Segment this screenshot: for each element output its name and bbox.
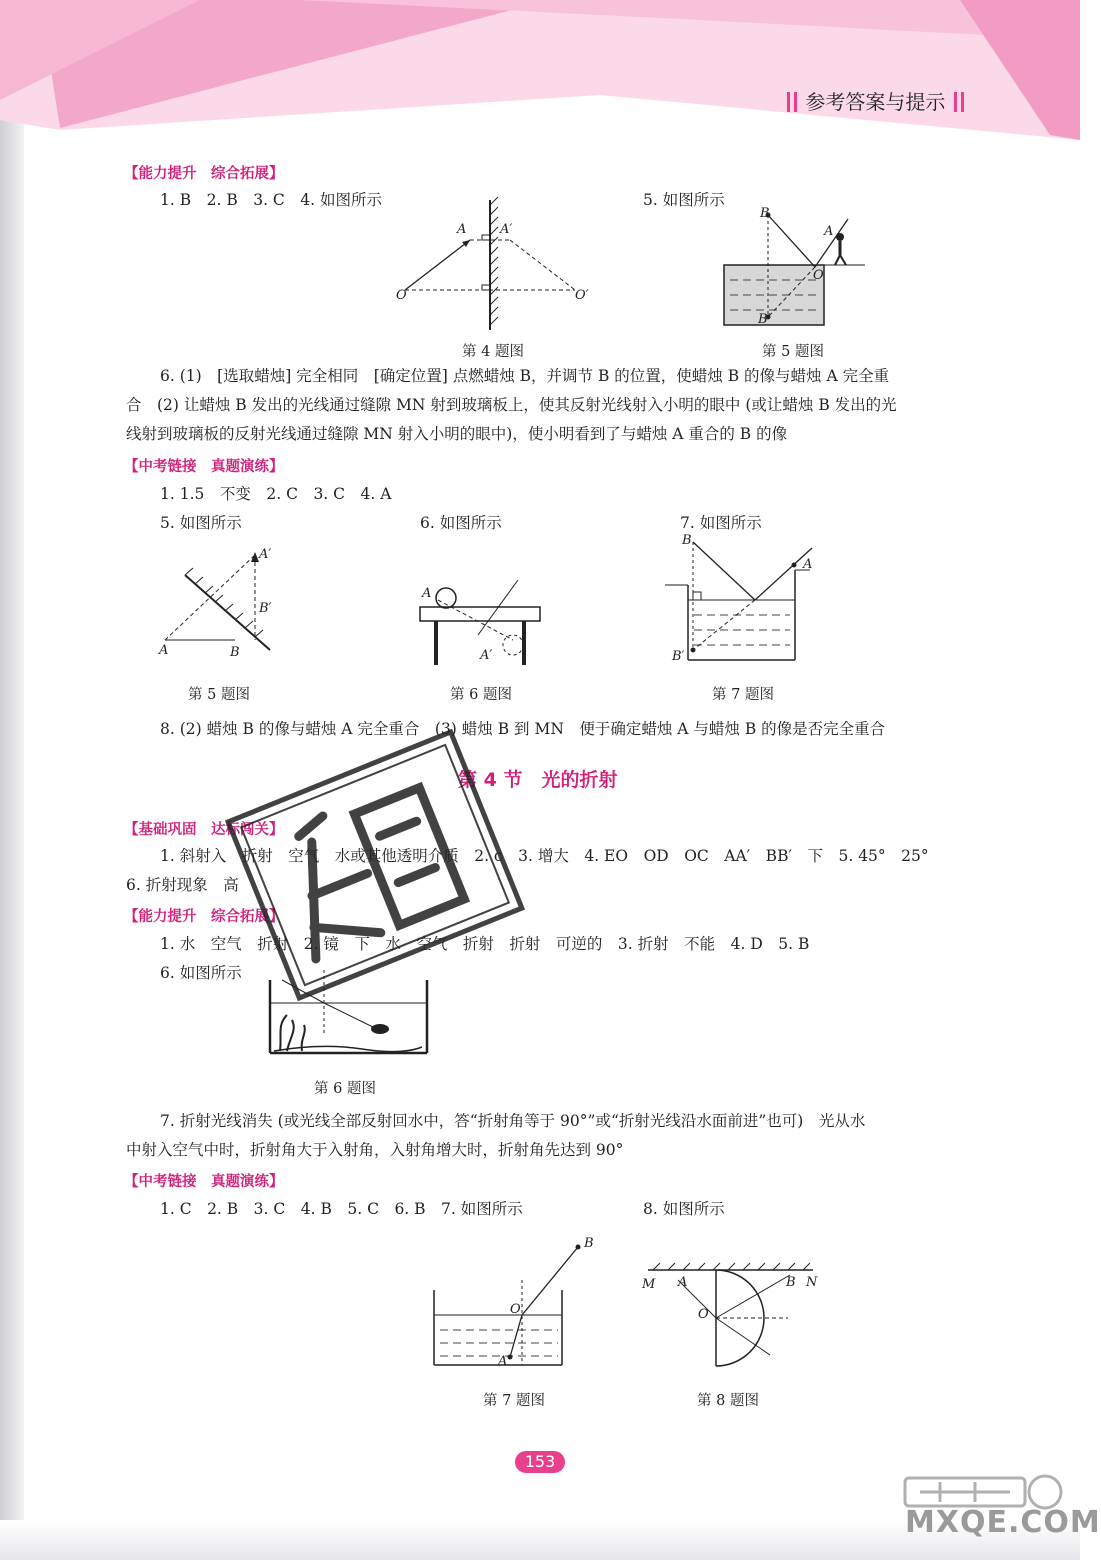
figure-5-water-tank <box>720 205 870 330</box>
label-O: O <box>510 1302 521 1317</box>
page-header <box>0 0 1080 140</box>
section-label: 【能力提升 综合拓展】 <box>124 166 284 182</box>
question-text: 5. 如图所示 <box>160 514 242 532</box>
figure-5-plane-mirror <box>155 540 285 660</box>
figure-caption: 第 6 题图 <box>450 687 512 703</box>
watermark-footer-text: MXQE.COM <box>905 1505 1101 1540</box>
header-title-text: 参考答案与提示 <box>805 90 946 114</box>
label-B: B <box>584 1236 594 1251</box>
answer-paragraph: 线射到玻璃板的反射光线通过缝隙 MN 射入小明的眼中)，使小明看到了与蜡烛 A 重合的 B 的像 <box>126 425 788 443</box>
label-B: B <box>786 1275 796 1290</box>
section-heading: 第 4 节 光的折射 <box>458 769 618 791</box>
answer-line: 1. 斜射入 折射 空气 水或其他透明介质 2. c 3. 增大 4. EO OD OC AA′ BB′ 下 5. 45° 25° <box>160 847 929 865</box>
section-label: 【能力提升 综合拓展】 <box>124 909 284 925</box>
header-title <box>785 86 966 115</box>
answer-line: 6. 折射现象 高 <box>126 876 239 894</box>
figure-caption: 第 4 题图 <box>462 344 524 360</box>
answer-line: 1. 水 空气 折射 2. 镜 下 水 空气 折射 折射 可逆的 3. 折射 不能 4. D 5. B <box>160 935 810 953</box>
section-label: 【基础巩固 达标闯关】 <box>124 822 284 838</box>
answer-line: 1. C 2. B 3. C 4. B 5. C 6. B 7. 如图所示 <box>160 1200 523 1218</box>
label-B: B <box>682 533 692 548</box>
page-number: 153 <box>515 1451 565 1473</box>
watermark-stamp <box>215 740 535 990</box>
figure-7-water-container <box>660 530 820 665</box>
label-A: A <box>678 1275 688 1290</box>
figure-7-refraction-tank <box>430 1235 600 1375</box>
figure-8-semicircle-glass <box>638 1260 818 1375</box>
label-A: A <box>159 643 169 658</box>
label-B-prime: B′ <box>672 649 685 664</box>
label-O-prime: O′ <box>575 288 589 303</box>
label-A-prime: A′ <box>259 547 272 562</box>
label-A: A <box>803 557 813 572</box>
label-A-prime: A′ <box>480 648 493 663</box>
figure-4-mirror <box>390 195 600 335</box>
header-banner <box>0 0 1080 140</box>
label-B-prime: B′ <box>758 312 771 327</box>
figure-caption: 第 7 题图 <box>483 1393 545 1409</box>
question-text: 6. 如图所示 <box>160 964 242 982</box>
figure-caption: 第 8 题图 <box>697 1393 759 1409</box>
label-B: B <box>230 645 240 660</box>
answer-line: 1. 1.5 不变 2. C 3. C 4. A <box>160 485 392 503</box>
answer-paragraph: 中射入空气中时，折射角大于入射角，入射角增大时，折射角先达到 90° <box>126 1141 624 1159</box>
label-A: A <box>498 1354 508 1369</box>
label-M: M <box>642 1277 656 1292</box>
page-edge-shadow <box>0 0 24 1560</box>
figure-caption: 第 5 题图 <box>762 344 824 360</box>
label-O: O <box>698 1307 709 1322</box>
label-A: A <box>422 586 432 601</box>
label-A-prime: A′ <box>500 222 513 237</box>
question-text: 8. 如图所示 <box>643 1200 725 1218</box>
figure-caption: 第 6 题图 <box>314 1081 376 1097</box>
answer-line: 1. B 2. B 3. C 4. 如图所示 <box>160 191 383 209</box>
figure-caption: 第 7 题图 <box>712 687 774 703</box>
section-label: 【中考链接 真题演练】 <box>124 459 284 475</box>
label-A: A <box>824 224 834 239</box>
answer-paragraph: 合 (2) 让蜡烛 B 发出的光线通过缝隙 MN 射到玻璃板上，使其反射光线射入小明的眼中 (或让蜡烛 B 发出的光 <box>126 396 897 414</box>
question-text: 5. 如图所示 <box>643 191 725 209</box>
figure-caption: 第 5 题图 <box>188 687 250 703</box>
label-O: O <box>396 288 407 303</box>
label-A: A <box>457 222 467 237</box>
question-text: 6. 如图所示 <box>420 514 502 532</box>
label-N: N <box>806 1275 818 1290</box>
label-O: O <box>813 268 824 283</box>
answer-paragraph: 6. (1) [选取蜡烛] 完全相同 [确定位置] 点燃蜡烛 B，并调节 B 的位置，使蜡烛 B 的像与蜡烛 A 完全重 <box>160 367 890 385</box>
watermark-logo <box>900 1470 1070 1510</box>
label-B-prime: B′ <box>259 601 272 616</box>
figure-6-table-ball <box>418 575 548 670</box>
label-B: B <box>760 206 770 221</box>
answer-line: 8. (2) 蜡烛 B 的像与蜡烛 A 完全重合 (3) 蜡烛 B 到 MN 便于确定蜡烛 A 与蜡烛 B 的像是否完全重合 <box>160 720 886 738</box>
answer-paragraph: 7. 折射光线消失 (或光线全部反射回水中，答“折射角等于 90°”或“折射光线沿水面前进”也可) 光从水 <box>160 1112 866 1130</box>
question-text: 7. 如图所示 <box>680 514 762 532</box>
section-label: 【中考链接 真题演练】 <box>124 1174 284 1190</box>
